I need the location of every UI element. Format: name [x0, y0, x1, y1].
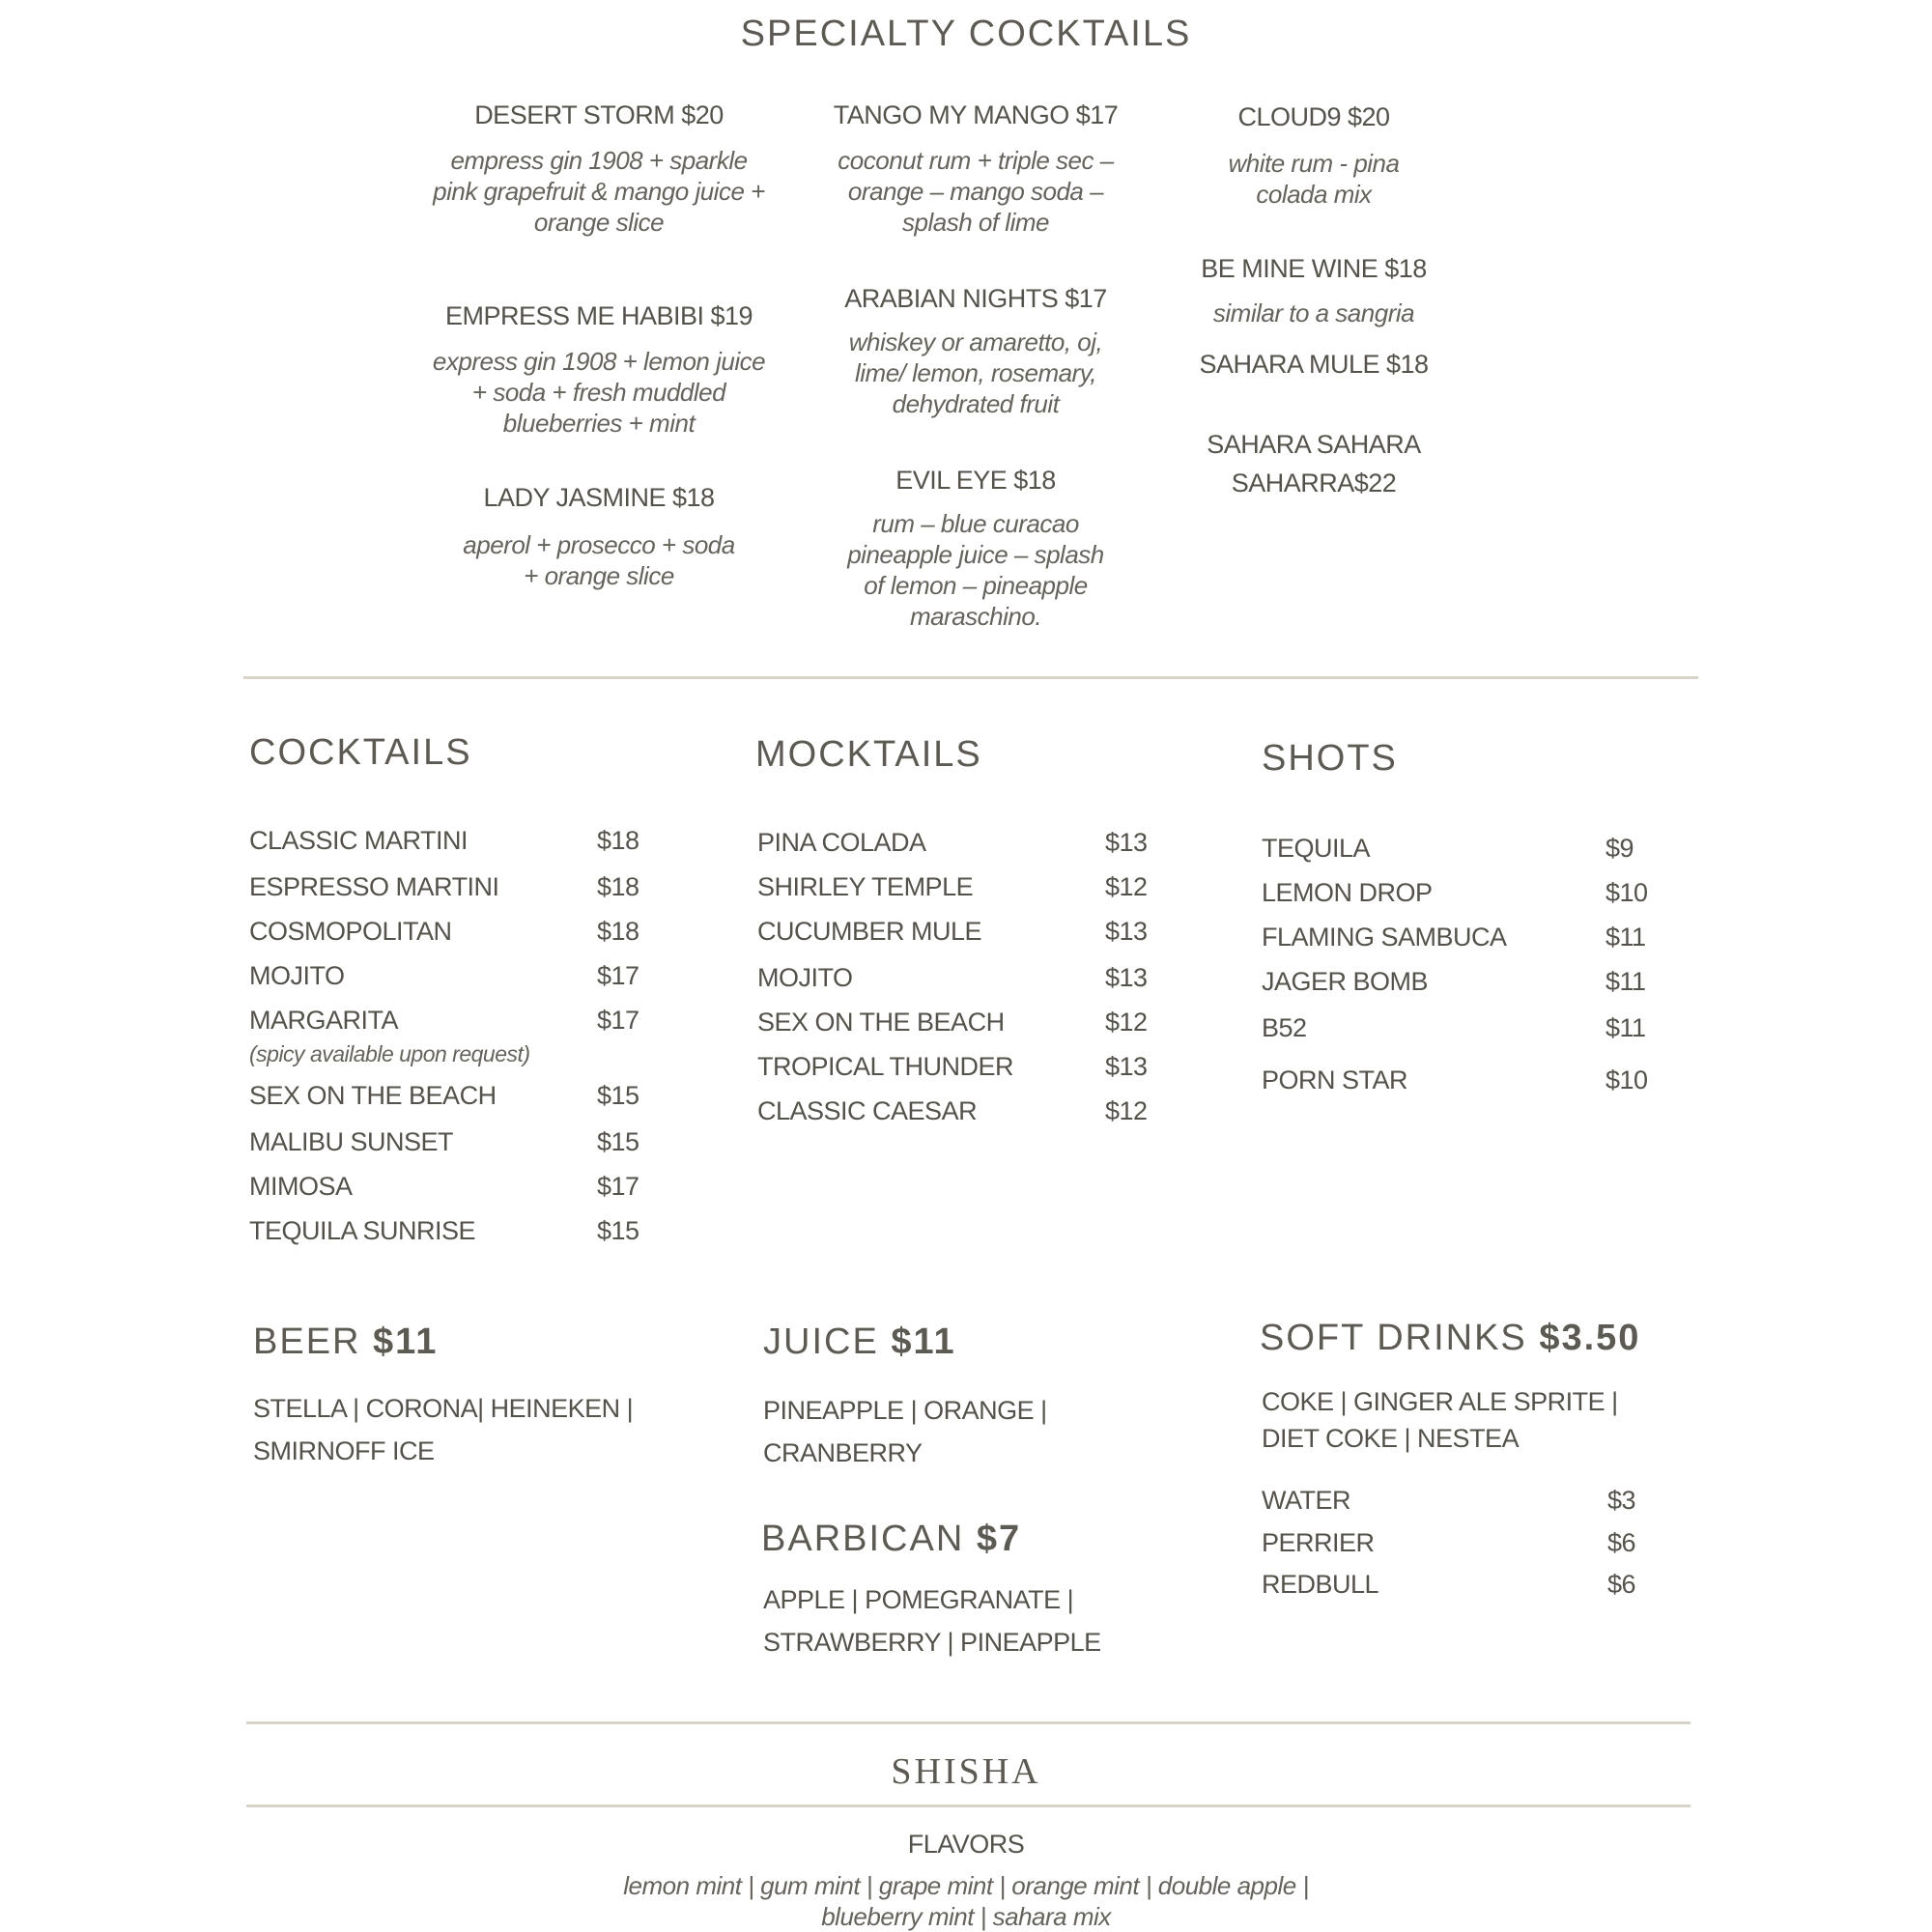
menu-item-name: FLAMING SAMBUCA [1262, 923, 1507, 952]
specialty-item-desc: empress gin 1908 + sparkle pink grapefruit & mango juice + orange slice [433, 146, 765, 237]
menu-item-price: $13 [1105, 1052, 1148, 1081]
menu-item-price: $11 [1605, 923, 1646, 952]
specialty-item-name: EMPRESS ME HABIBI $19 [444, 301, 753, 330]
menu-item-price: $12 [1105, 1008, 1148, 1037]
specialty-item-name: SAHARA MULE $18 [1199, 350, 1429, 379]
divider [246, 1804, 1690, 1807]
menu-item-price: $11 [1605, 1013, 1646, 1042]
menu-item-name: MOJITO [249, 961, 345, 990]
juice-line: CRANBERRY [763, 1438, 923, 1467]
menu-item-price: $13 [1105, 917, 1148, 946]
shisha-flavors-line: blueberry mint | sahara mix [821, 1902, 1111, 1931]
specialty-item-name: SAHARA SAHARA SAHARRA$22 [1207, 430, 1421, 497]
menu-item-name: ESPRESSO MARTINI [249, 872, 499, 901]
barbican-line: APPLE | POMEGRANATE | [763, 1585, 1074, 1614]
menu-item-name: CLASSIC CAESAR [757, 1096, 978, 1125]
menu-item-price: $18 [597, 826, 639, 855]
specialty-item-name: LADY JASMINE $18 [483, 483, 715, 512]
menu-item-price: $11 [1605, 967, 1646, 996]
menu-item-name: MOJITO [757, 963, 853, 992]
specialty-item-name: EVIL EYE $18 [895, 466, 1056, 495]
specialty-item-name: CLOUD9 $20 [1237, 102, 1390, 131]
specialty-item-desc: coconut rum + triple sec – orange – mango soda – splash of lime [838, 146, 1114, 237]
shots-title: SHOTS [1262, 738, 1398, 779]
soft-drinks-line: DIET COKE | NESTEA [1262, 1424, 1520, 1453]
menu-item-name: COSMOPOLITAN [249, 917, 452, 946]
menu-item-name: CLASSIC MARTINI [249, 826, 469, 855]
menu-item-name: LEMON DROP [1262, 878, 1433, 907]
specialty-item-desc: express gin 1908 + lemon juice + soda + fresh muddled blueberries + mint [432, 347, 766, 438]
menu-item-price: $18 [597, 917, 639, 946]
soft-drinks-title [1260, 1318, 1640, 1359]
menu-item-price: $10 [1605, 1065, 1648, 1094]
shisha-flavors-line: lemon mint | gum mint | grape mint | orange mint | double apple | [623, 1871, 1309, 1900]
menu-item-price: $13 [1105, 828, 1148, 857]
menu-item-price: $12 [1105, 872, 1148, 901]
specialty-item-name: ARABIAN NIGHTS $17 [844, 284, 1107, 313]
barbican-price: $7 [976, 1519, 1022, 1559]
soft-drinks-title-text: SOFT DRINKS [1260, 1318, 1527, 1358]
soft-drinks-line: COKE | GINGER ALE SPRITE | [1262, 1387, 1618, 1416]
juice-price: $11 [891, 1321, 956, 1362]
menu-item-name: MARGARITA [249, 1006, 399, 1035]
menu-item-price: $17 [597, 1172, 639, 1201]
beer-title [253, 1321, 438, 1363]
beer-price: $11 [373, 1321, 439, 1362]
menu-item-price: $15 [597, 1216, 639, 1245]
menu-item-name: TEQUILA SUNRISE [249, 1216, 476, 1245]
divider [246, 1721, 1690, 1724]
menu-item-name: SEX ON THE BEACH [757, 1008, 1005, 1037]
menu-item-price: $9 [1605, 834, 1634, 863]
menu-item-name: MIMOSA [249, 1172, 353, 1201]
menu-item-price: $15 [597, 1081, 639, 1110]
menu-item-name: SEX ON THE BEACH [249, 1081, 497, 1110]
menu-item-name: JAGER BOMB [1262, 967, 1429, 996]
specialty-item-desc: aperol + prosecco + soda + orange slice [463, 530, 735, 590]
shisha-flavors [386, 1870, 1546, 1932]
menu-item-price: $17 [597, 1006, 639, 1035]
juice-title [763, 1321, 956, 1363]
menu-item-name: B52 [1262, 1013, 1307, 1042]
menu-item-name: PINA COLADA [757, 828, 926, 857]
menu-item-name: WATER [1262, 1486, 1350, 1515]
barbican-title-text: BARBICAN [761, 1519, 965, 1559]
menu-item-price: $18 [597, 872, 639, 901]
menu-item-price: $12 [1105, 1096, 1148, 1125]
specialty-cocktails-title: SPECIALTY COCKTAILS [740, 14, 1192, 54]
soft-drinks-price: $3.50 [1539, 1318, 1641, 1358]
menu-item-price: $6 [1607, 1528, 1636, 1557]
cocktails-title: COCKTAILS [249, 732, 472, 773]
menu-item-price: $10 [1605, 878, 1648, 907]
menu-item-price: $15 [597, 1127, 639, 1156]
menu-item-price: $13 [1105, 963, 1148, 992]
menu-item-name: PERRIER [1262, 1528, 1375, 1557]
margarita-note: (spicy available upon request) [249, 1041, 530, 1066]
menu-item-name: MALIBU SUNSET [249, 1127, 454, 1156]
specialty-item-desc: rum – blue curacao pineapple juice – splash of lemon – pineapple maraschino. [847, 509, 1104, 631]
menu-item-name: SHIRLEY TEMPLE [757, 872, 974, 901]
menu-item-name: TEQUILA [1262, 834, 1371, 863]
menu-item-name: PORN STAR [1262, 1065, 1408, 1094]
barbican-line: STRAWBERRY | PINEAPPLE [763, 1628, 1101, 1657]
specialty-item-desc: white rum - pina colada mix [1228, 149, 1400, 209]
specialty-item-name: DESERT STORM $20 [474, 100, 724, 129]
beer-line: SMIRNOFF ICE [253, 1436, 435, 1465]
juice-title-text: JUICE [763, 1321, 879, 1362]
beer-title-text: BEER [253, 1321, 361, 1362]
menu-item-price: $3 [1607, 1486, 1636, 1515]
specialty-item-desc: similar to a sangria [1212, 298, 1415, 327]
barbican-list [763, 1578, 1101, 1663]
specialty-item-desc: whiskey or amaretto, oj, lime/ lemon, rosemary, dehydrated fruit [848, 327, 1103, 418]
menu-item-price: $6 [1607, 1570, 1636, 1599]
juice-line: PINEAPPLE | ORANGE | [763, 1396, 1047, 1425]
specialty-item-name: TANGO MY MANGO $17 [833, 100, 1119, 129]
soft-drinks-list [1262, 1383, 1618, 1457]
divider [243, 676, 1698, 679]
menu-item-name: CUCUMBER MULE [757, 917, 982, 946]
juice-list [763, 1389, 1047, 1474]
specialty-item-name: BE MINE WINE $18 [1201, 254, 1427, 283]
beer-line: STELLA | CORONA| HEINEKEN | [253, 1394, 634, 1423]
shisha-flavors-label: FLAVORS [907, 1830, 1025, 1859]
menu-item-price: $17 [597, 961, 639, 990]
menu-item-name: TROPICAL THUNDER [757, 1052, 1014, 1081]
beer-list [253, 1387, 633, 1472]
barbican-title [761, 1519, 1021, 1560]
shisha-title: SHISHA [891, 1751, 1041, 1792]
menu-item-name: REDBULL [1262, 1570, 1379, 1599]
mocktails-title: MOCKTAILS [755, 734, 982, 775]
